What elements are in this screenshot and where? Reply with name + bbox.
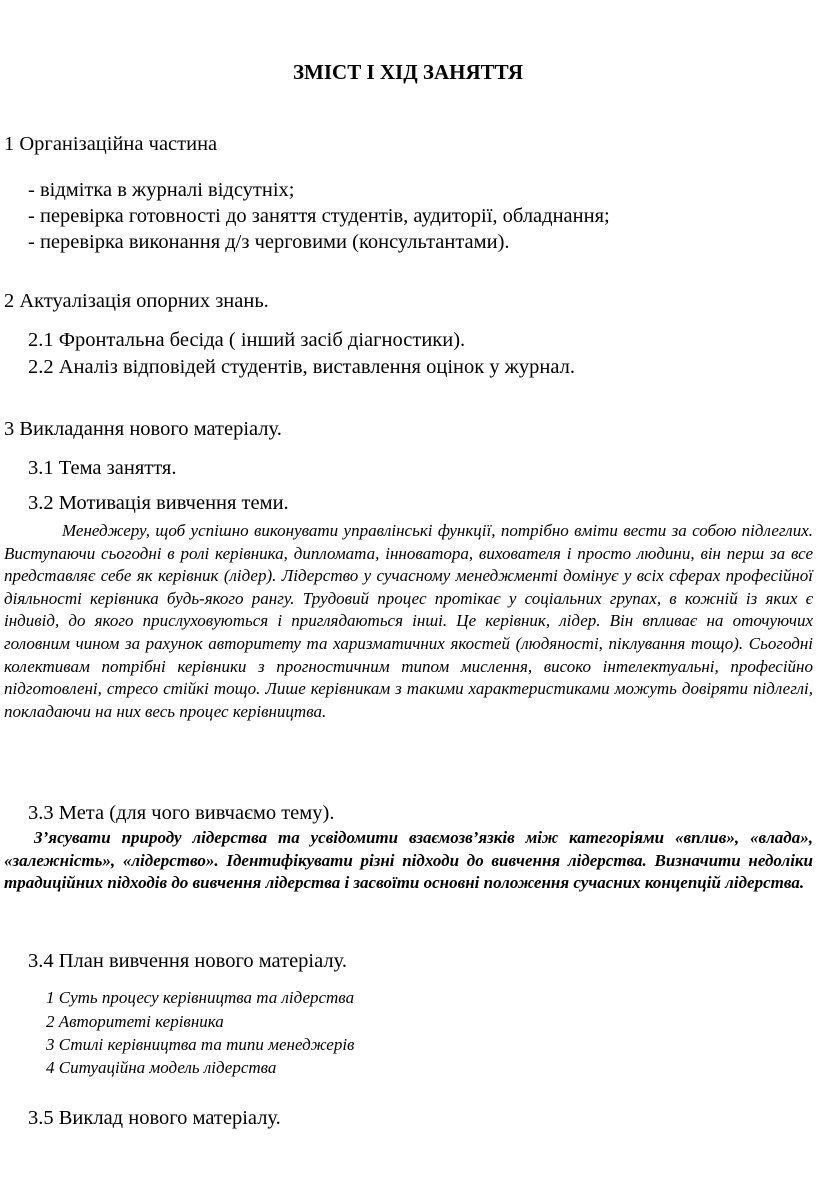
list-item: 2.1 Фронтальна бесіда ( інший засіб діагностики). xyxy=(28,329,466,351)
page-title: ЗМІСТ І ХІД ЗАНЯТТЯ xyxy=(292,60,524,84)
plan-item: 1 Суть процесу керівництва та лідерства xyxy=(46,988,355,1007)
list-item: - перевірка готовності до заняття студентів, аудиторії, обладнання; xyxy=(28,205,610,227)
subsection-3-5-heading: 3.5 Виклад нового матеріалу. xyxy=(28,1107,281,1129)
section-2-heading: 2 Актуалізація опорних знань. xyxy=(4,290,269,312)
section-3-heading: 3 Викладання нового матеріалу. xyxy=(4,418,282,440)
list-item: 2.2 Аналіз відповідей студентів, виставлення оцінок у журнал. xyxy=(28,356,575,378)
plan-item: 3 Стилі керівництва та типи менеджерів xyxy=(46,1035,355,1054)
goal-paragraph: З’ясувати природу лідерства та усвідомити взаємозв’язків між категоріями «вплив», «влада», «залежність», «лідерство». Ідентифікувати різні підходи до вивчення лідерства. Визначити недоліки традиційних підходів до вивчення лідерства і засвоїти основні положення сучасних концепцій лідерства. xyxy=(4,828,813,893)
motivation-paragraph: Менеджеру, щоб успішно виконувати управлінські функції, потрібно вміти вести за собою підлеглих. Виступаючи сьогодні в ролі керівника, дипломата, інноватора, вихователя і просто людини, він перш за все представляє себе як керівник (лідер). Лідерство у сучасному менеджменті домінує у всіх сферах професійної діяльності керівника будь-якого рангу. Трудовий процес протікає у соціальних групах, в кожній із яких є індивід, до якого прислуховуються і приглядаються інші. Це керівник, лідер. Він впливає на оточуючих головним чином за рахунок авторитету та харизматичних якостей (людяності, піклування тощо). Сьогодні колективам потрібні керівники з прогностичним типом мислення, високо інтелектуальні, професійно підготовлені, стресо стійкі тощо. Лише керівникам з такими характеристиками можуть довіряти підлеглі, покладаючи на них весь процес керівництва. xyxy=(4,521,813,721)
plan-item: 2 Авторитеті керівника xyxy=(46,1012,224,1031)
plan-item: 4 Ситуаційна модель лідерства xyxy=(46,1058,277,1077)
section-1-heading: 1 Організаційна частина xyxy=(4,133,218,155)
list-item: - перевірка виконання д/з черговими (консультантами). xyxy=(28,231,510,253)
subsection-3-1-heading: 3.1 Тема заняття. xyxy=(28,457,177,479)
subsection-3-2-heading: 3.2 Мотивація вивчення теми. xyxy=(28,492,289,514)
subsection-3-4-heading: 3.4 План вивчення нового матеріалу. xyxy=(28,950,347,972)
list-item: - відмітка в журналі відсутніх; xyxy=(28,179,295,201)
subsection-3-3-heading: 3.3 Мета (для чого вивчаємо тему). xyxy=(28,802,335,824)
